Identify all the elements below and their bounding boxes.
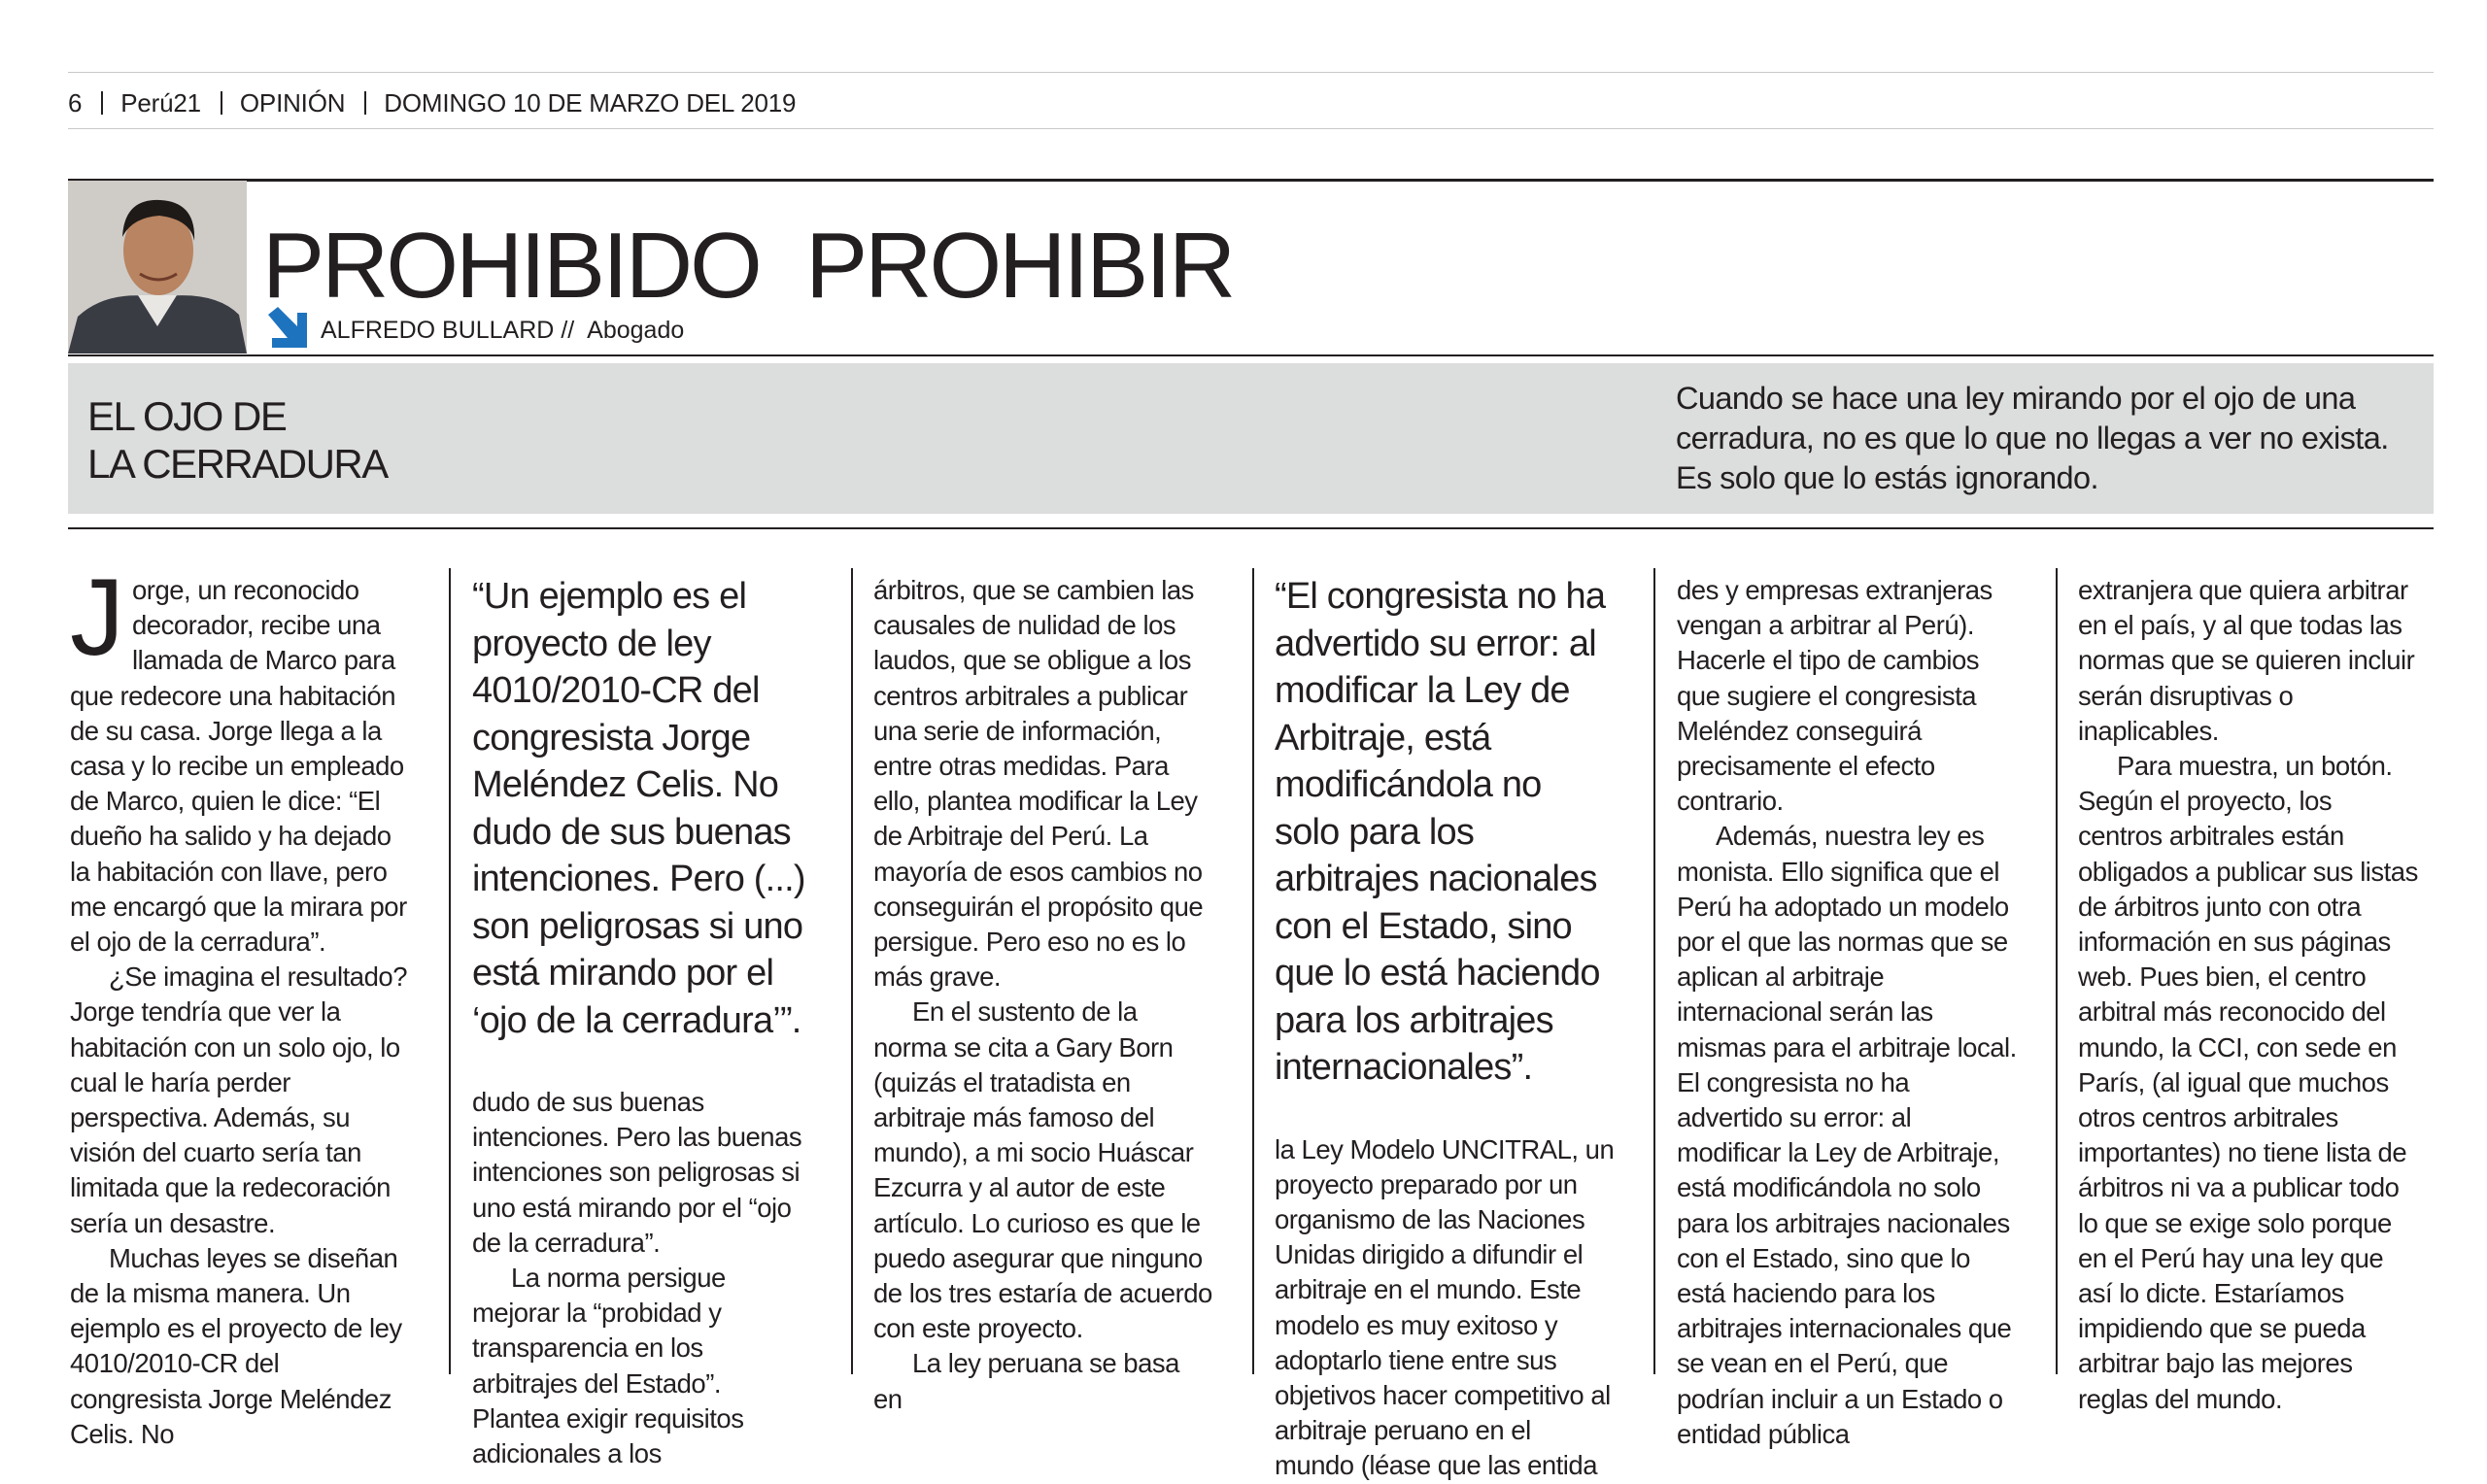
article-headline bbox=[87, 392, 388, 488]
column-divider bbox=[449, 568, 451, 1374]
folio-divider bbox=[101, 91, 103, 115]
columnist-photo bbox=[68, 181, 247, 354]
body-paragraph: Además, nuestra ley es monista. Ello significa que el Perú ha adoptado un modelo por el que las normas que se aplican al arbitraje internacional serán las mismas para el arbitraje local. El congresista no ha advertido su error: al modificar la Ley de Arbitraje, está modificándola no solo para los arbitrajes nacionales con el Estado, sino que lo está haciendo para los arbitrajes internacionales que se vean en el Perú, que podrían incluir a un Estado o entidad pública bbox=[1677, 821, 2017, 1449]
author-role: Abogado bbox=[587, 317, 685, 344]
drop-cap: J bbox=[70, 556, 124, 678]
body-text: orge, un reconocido decorador, recibe una llamada de Marco para que redecore una habitación de su casa. Jorge llega a la casa y lo recibe un empleado de Marco, quien le dice: “El dueño ha salido y ha dejado la habitación con llave, pero me encargó que la mirara por el ojo de la cerradura”. bbox=[70, 575, 407, 958]
body-paragraph: des y empresas extranjeras vengan a arbitrar al Perú). Hacerle el tipo de cambios que sugiere el congresista Meléndez conseguirá precisamente el efecto contrario. bbox=[1677, 575, 1993, 817]
section-name: OPINIÓN bbox=[239, 87, 346, 118]
body-column-5 bbox=[1677, 573, 2017, 1452]
body-column-3 bbox=[873, 573, 1213, 1417]
article-deck: Cuando se hace una ley mirando por el ojo de una cerradura, no es que lo que no llegas a ver no exista. Es solo que lo estás ignorando. bbox=[1676, 381, 2389, 495]
headline-band bbox=[68, 363, 2434, 514]
body-column-1 bbox=[70, 556, 410, 1452]
body-paragraph: árbitros, que se cambien las causales de nulidad de los laudos, que se obligue a los centros arbitrales a publicar una serie de información, entre otras medidas. Para ello, plantea modificar la Ley de Arbitraje del Perú. La mayoría de esos cambios no conseguirán el propósito que persigue. Pero eso no es lo más grave. bbox=[873, 575, 1204, 993]
body-column-6 bbox=[2078, 573, 2418, 1417]
headline-line-1: EL OJO DE bbox=[87, 393, 287, 439]
headline-line-2: LA CERRADURA bbox=[87, 441, 388, 487]
body-paragraph: Para muestra, un botón. Según el proyecto, los centros arbitrales están obligados a publicar sus listas de árbitros junto con otra información en sus páginas web. Pues bien, el centro arbitral más reconocido del mundo, la CCI, con sede en París, (al igual que muchos otros centros arbitrales importantes) no tiene lista de árbitros ni va a publicar todo lo que se exige solo porque en el Perú hay una ley que así lo dicte. Estaríamos impidiendo que se pueda arbitrar bajo las mejores reglas del mundo. bbox=[2078, 751, 2418, 1414]
page-number: 6 bbox=[68, 87, 83, 118]
folio-divider bbox=[221, 91, 222, 115]
body-paragraph: la Ley Modelo UNCITRAL, un proyecto preparado por un organismo de las Naciones Unidas dirigido a difundir el arbitraje en el mundo. Este modelo es muy exitoso y adoptarlo tiene entre sus objetivos hacer competitivo al arbitraje peruano en el mundo (léase que las entida bbox=[1275, 1133, 1615, 1481]
author-name: ALFREDO BULLARD bbox=[321, 317, 555, 344]
column-divider bbox=[1653, 568, 1655, 1374]
folio-top-rule bbox=[68, 72, 2434, 73]
arrow-down-right-icon bbox=[264, 305, 309, 350]
body-paragraph bbox=[70, 556, 410, 960]
body-column-2 bbox=[472, 573, 812, 1471]
column-divider bbox=[2056, 568, 2058, 1374]
body-paragraph: La norma persigue mejorar la “probidad y transparencia en los arbitrajes del Estado”. Plantea exigir requisitos adicionales a los bbox=[472, 1263, 744, 1469]
masthead-top-rule bbox=[68, 179, 2434, 182]
byline-divider: // bbox=[561, 317, 575, 344]
folio bbox=[68, 84, 796, 122]
columnist-portrait bbox=[68, 181, 247, 354]
body-paragraph: Muchas leyes se diseñan de la misma manera. Un ejemplo es el proyecto de ley 4010/2010-CR del congresista Jorge Meléndez Celis. No bbox=[70, 1242, 402, 1449]
pull-quote: “Un ejemplo es el proyecto de ley 4010/2010-CR del congresista Jorge Meléndez Celis. No dudo de sus buenas intenciones. Pero (...) son peligrosas si uno está mirando por el ‘ojo de la cerradura’”. bbox=[472, 576, 805, 1041]
headband-top-rule bbox=[68, 354, 2434, 356]
newspaper-name: Perú21 bbox=[120, 87, 201, 118]
body-paragraph: En el sustento de la norma se cita a Gary Born (quizás el tratadista en arbitraje más famoso del mundo), a mi socio Huáscar Ezcurra y al autor de este artículo. Lo curioso es que le puedo asegurar que ninguno de los tres estaría de acuerdo con este proyecto. bbox=[873, 996, 1212, 1344]
folio-bottom-rule bbox=[68, 128, 2434, 129]
headband-bottom-rule bbox=[68, 527, 2434, 529]
pull-quote: “El congresista no ha advertido su error: al modificar la Ley de Arbitraje, está modificándola no solo para los arbitrajes nacionales con el Estado, sino que lo está haciendo para los arbitrajes internacionales”. bbox=[1275, 576, 1606, 1088]
body-column-4 bbox=[1275, 573, 1615, 1484]
body-paragraph: extranjera que quiera arbitrar en el país, y al que todas las normas que se quieren incluir serán disruptivas o inaplicables. bbox=[2078, 575, 2415, 746]
column-divider bbox=[1252, 568, 1254, 1374]
body-paragraph: La ley peruana se basa en bbox=[873, 1348, 1179, 1414]
column-divider bbox=[851, 568, 853, 1374]
folio-divider bbox=[364, 91, 366, 115]
column-masthead: PROHIBIDO PROHIBIR bbox=[262, 214, 1234, 318]
body-paragraph: dudo de sus buenas intenciones. Pero las buenas intenciones son peligrosas si uno está mirando por el “ojo de la cerradura”. bbox=[472, 1087, 802, 1258]
body-paragraph: ¿Se imagina el resultado? Jorge tendría que ver la habitación con un solo ojo, lo cual le haría perder perspectiva. Además, su visión del cuarto sería tan limitada que la redecoración sería un desastre. bbox=[70, 961, 407, 1238]
byline bbox=[321, 317, 684, 345]
issue-date: DOMINGO 10 DE MARZO DEL 2019 bbox=[384, 87, 797, 118]
